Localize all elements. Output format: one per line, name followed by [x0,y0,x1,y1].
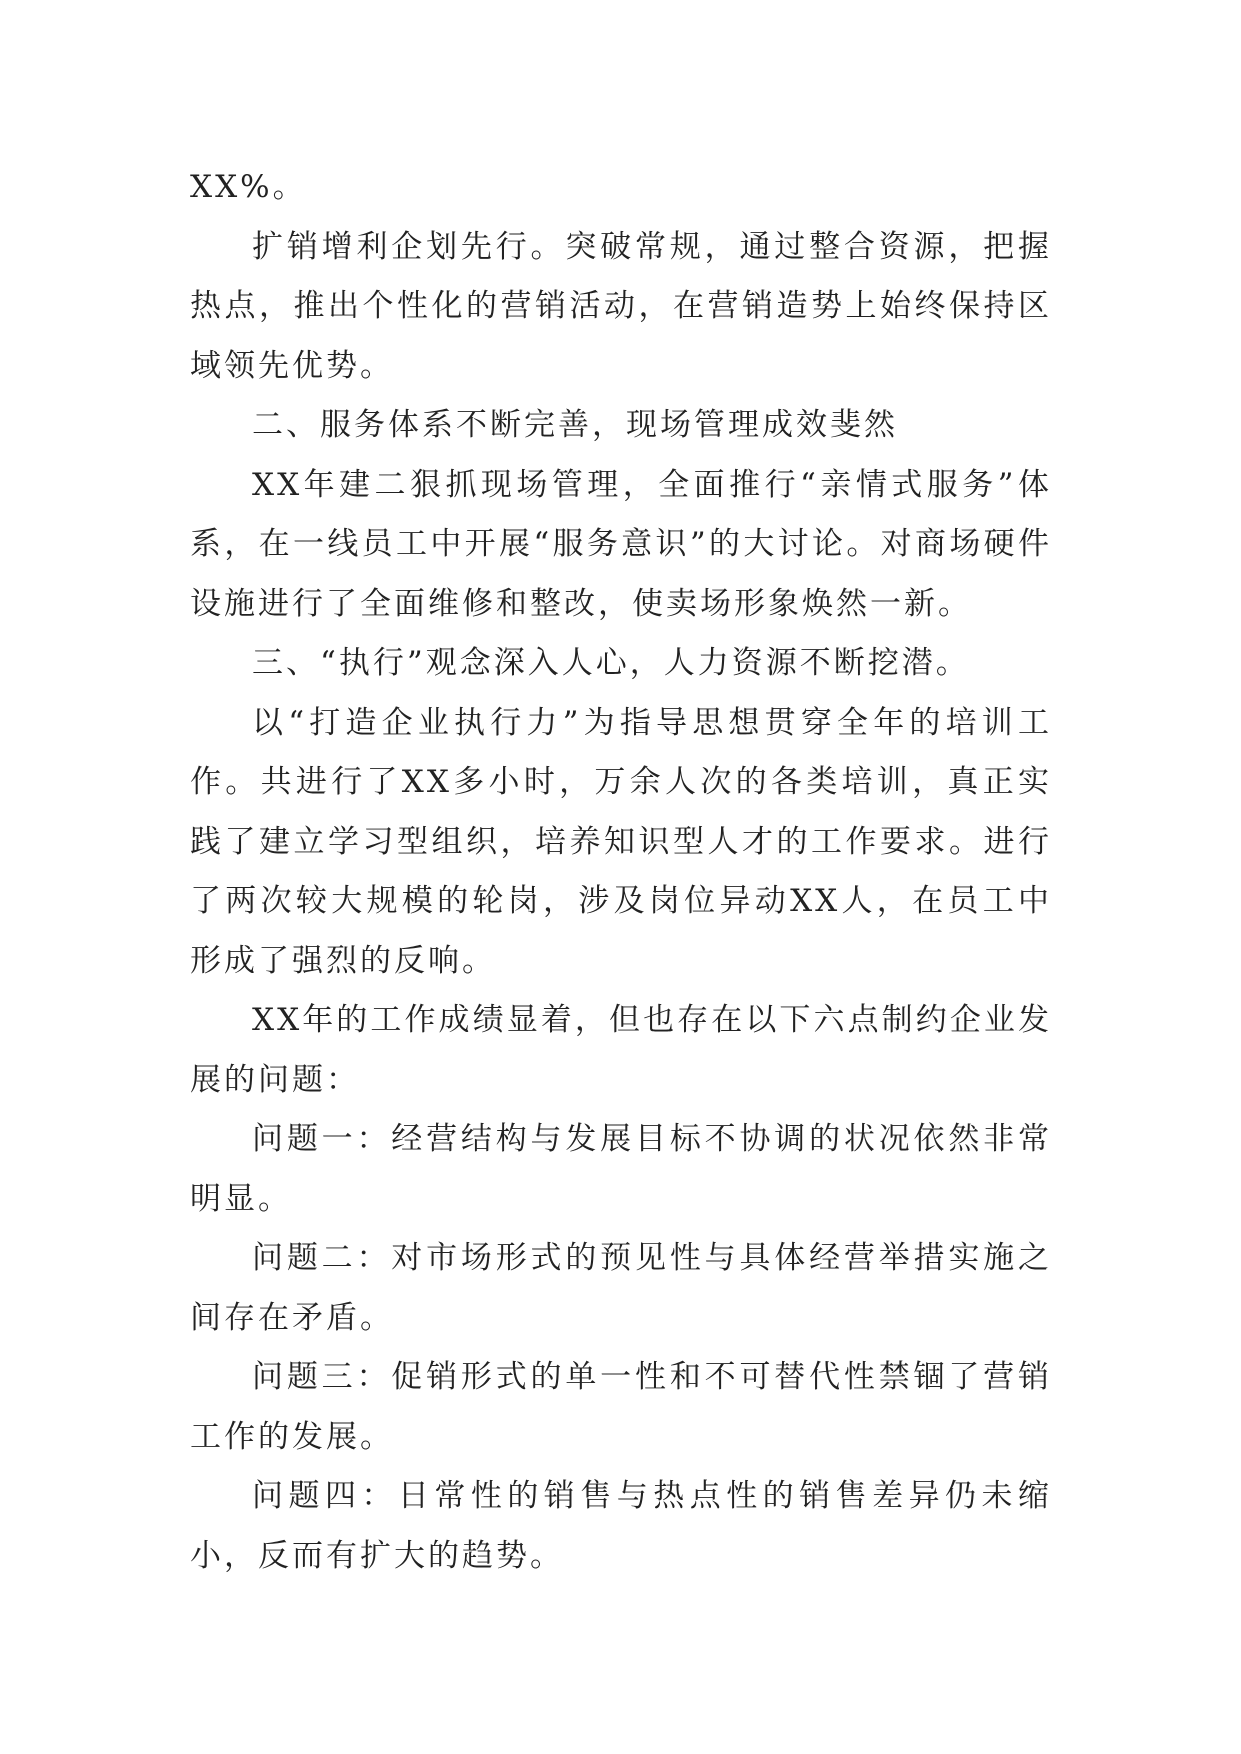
paragraph-continuation: XX%。 [190,169,307,205]
document-body [190,158,1052,1586]
paragraph-service: XX年建二狠抓现场管理，全面推行“亲情式服务”体系，在一线员工中开展“服务意识”的大讨论。对商场硬件设施进行了全面维修和整改，使卖场形象焕然一新。 [190,466,1052,622]
section-heading-service: 二、服务体系不断完善，现场管理成效斐然 [252,407,898,443]
paragraph-problem-1: 问题一：经营结构与发展目标不协调的状况依然非常明显。 [190,1121,1052,1217]
paragraph-problem-4: 问题四：日常性的销售与热点性的销售差异仍未缩小，反而有扩大的趋势。 [190,1478,1052,1574]
paragraph-problem-3: 问题三：促销形式的单一性和不可替代性禁锢了营销工作的发展。 [190,1359,1052,1455]
section-heading-execution: 三、“执行”观念深入人心，人力资源不断挖潜。 [252,645,970,681]
paragraph-problems-intro: XX年的工作成绩显着，但也存在以下六点制约企业发展的问题： [190,1002,1052,1098]
paragraph-training: 以“打造企业执行力”为指导思想贯穿全年的培训工作。共进行了XX多小时，万余人次的各类培训，真正实践了建立学习型组织，培养知识型人才的工作要求。进行了两次较大规模的轮岗，涉及岗位异动XX人，在员工中形成了强烈的反响。 [190,704,1052,979]
paragraph-problem-2: 问题二：对市场形式的预见性与具体经营举措实施之间存在矛盾。 [190,1240,1052,1336]
paragraph-planning: 扩销增利企划先行。突破常规，通过整合资源，把握热点，推出个性化的营销活动，在营销造势上始终保持区域领先优势。 [190,228,1052,384]
